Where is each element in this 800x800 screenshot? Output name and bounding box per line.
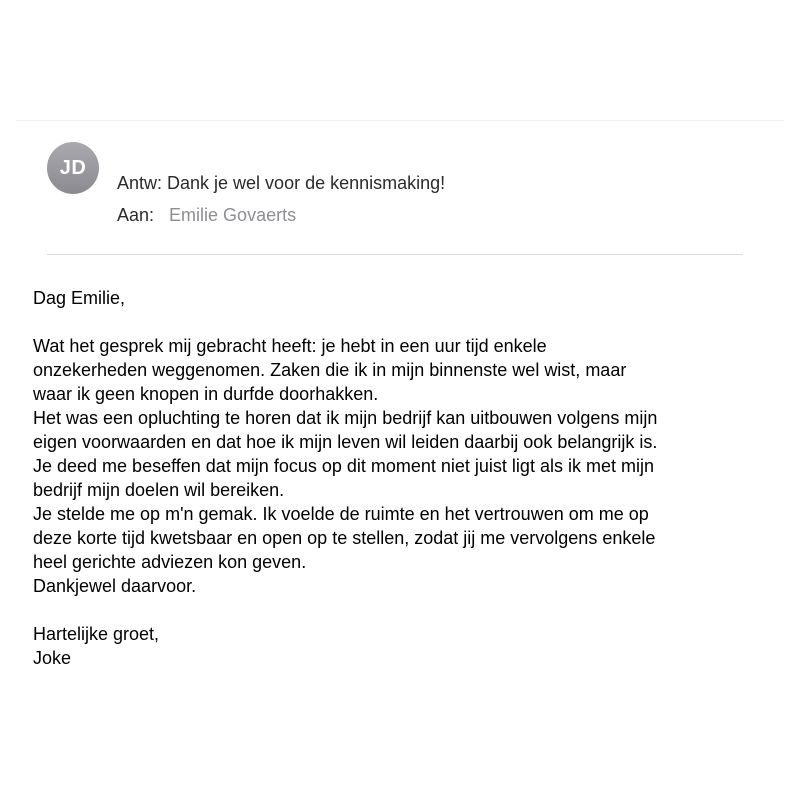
sender-avatar[interactable]: [47, 142, 99, 194]
message-header: [0, 0, 800, 260]
body-line: Het was een opluchting te horen dat ik mijn bedrijf kan uitbouwen volgens mijn: [33, 408, 658, 428]
recipient-name[interactable]: Emilie Govaerts: [169, 205, 297, 225]
header-divider: [47, 254, 743, 255]
recipient-row: [117, 205, 296, 226]
body-line: Dankjewel daarvoor.: [33, 576, 197, 596]
avatar-initials: JD: [59, 156, 87, 179]
blank-line: [33, 598, 773, 622]
body-line: Je deed me beseffen dat mijn focus op dit moment niet juist ligt als ik met mijn: [33, 456, 654, 476]
to-label: Aan:: [117, 205, 155, 225]
body-line: waar ik geen knopen in durfde doorhakken.: [33, 384, 379, 404]
body-line: heel gerichte adviezen kon geven.: [33, 552, 307, 572]
body-line: bedrijf mijn doelen wil bereiken.: [33, 480, 285, 500]
blank-line: [33, 310, 773, 334]
message-subject: Antw: Dank je wel voor de kennismaking!: [117, 173, 446, 193]
body-line: Wat het gesprek mij gebracht heeft: je hebt in een uur tijd enkele: [33, 336, 547, 356]
body-line: onzekerheden weggenomen. Zaken die ik in mijn binnenste wel wist, maar: [33, 360, 627, 380]
signature: Joke: [33, 648, 72, 668]
body-line: eigen voorwaarden en dat hoe ik mijn leven wil leiden daarbij ook belangrijk is.: [33, 432, 658, 452]
body-line: deze korte tijd kwetsbaar en open op te stellen, zodat jij me vervolgens enkele: [33, 528, 656, 548]
body-line: Je stelde me op m'n gemak. Ik voelde de ruimte en het vertrouwen om me op: [33, 504, 649, 524]
message-body: [33, 286, 773, 670]
closing: Hartelijke groet,: [33, 624, 160, 644]
greeting: Dag Emilie,: [33, 288, 126, 308]
